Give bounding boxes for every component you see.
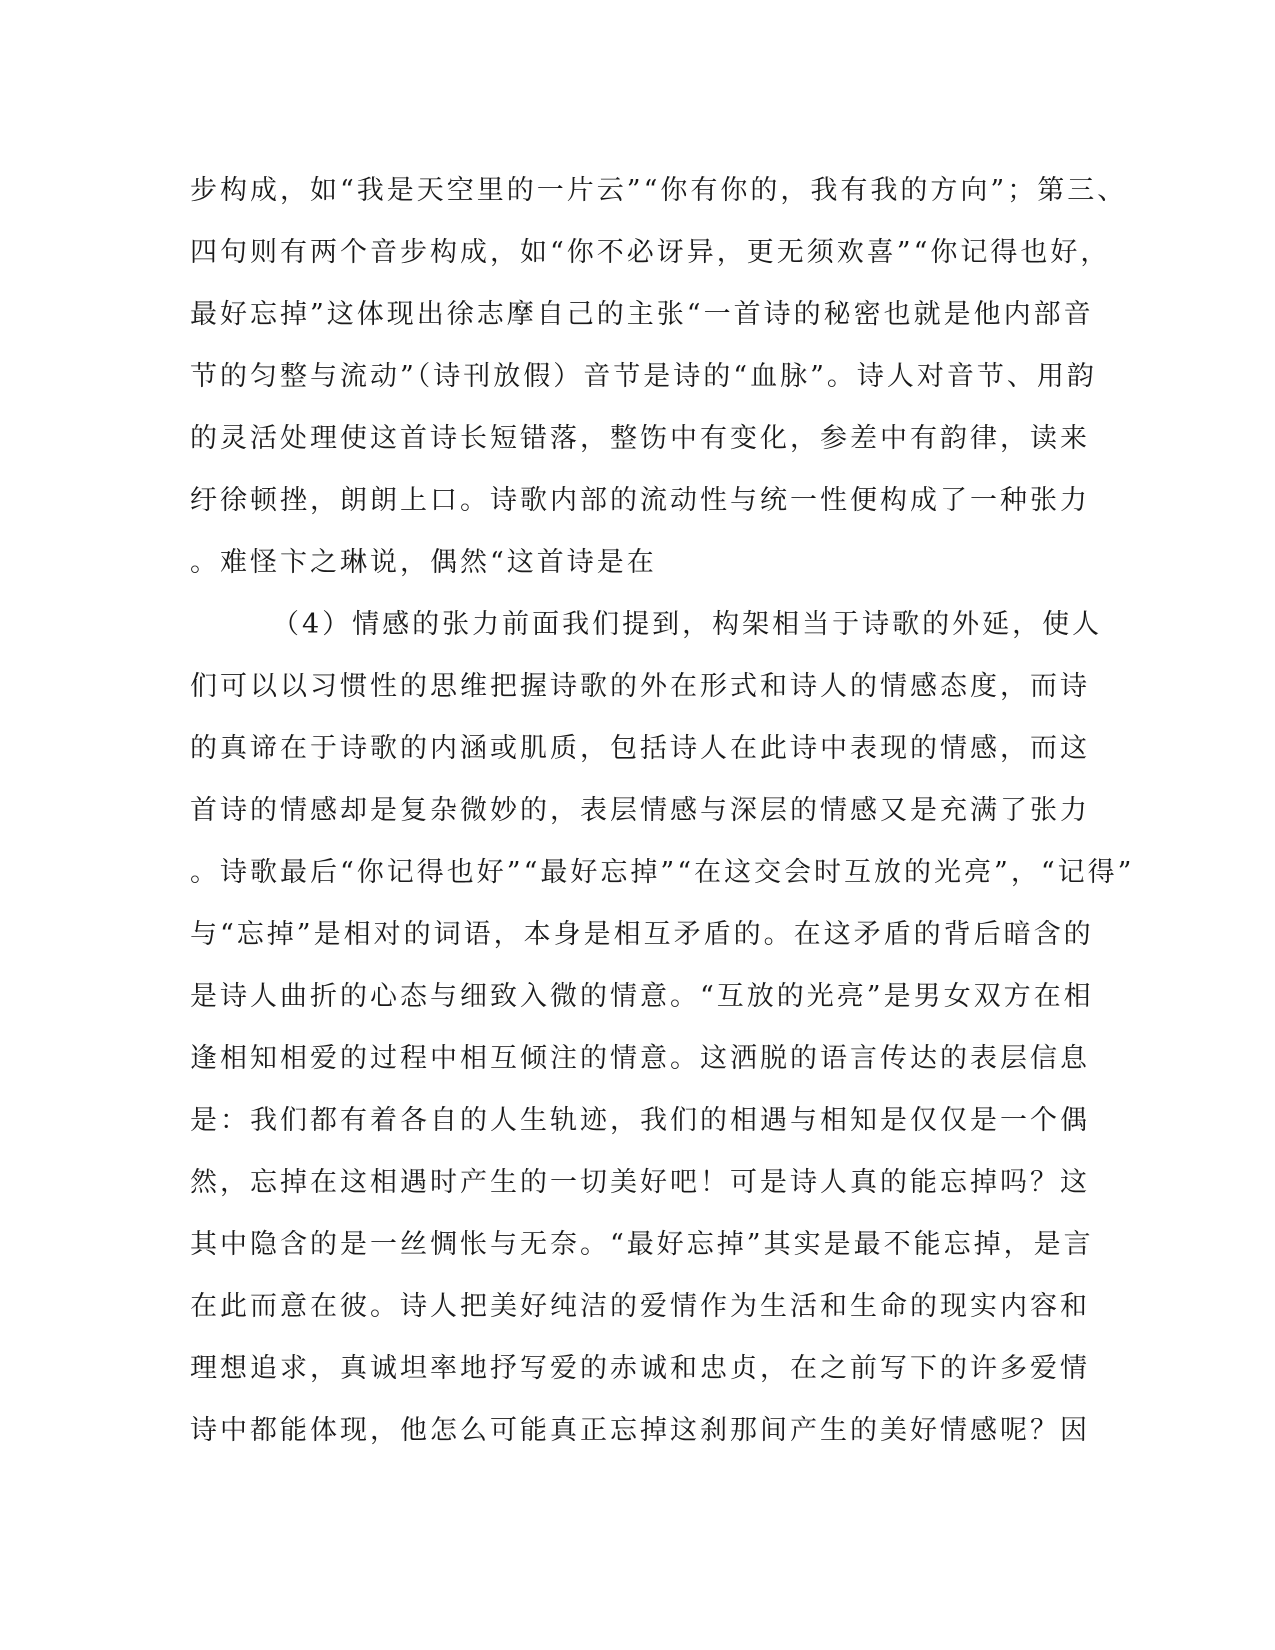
text-line: 四句则有两个音步构成，如“你不必讶异，更无须欢喜”“你记得也好， <box>190 237 1111 268</box>
text-line: 在此而意在彼。诗人把美好纯洁的爱情作为生活和生命的现实内容和 <box>190 1291 1090 1322</box>
body-text <box>190 160 1135 1462</box>
paragraph-start-line: （4）情感的张力前面我们提到，构架相当于诗歌的外延，使人 <box>272 609 1103 640</box>
text-line: 理想追求，真诚坦率地抒写爱的赤诚和忠贞，在之前写下的许多爱情 <box>190 1353 1090 1384</box>
text-line: 。难怪卞之琳说，偶然“这首诗是在 <box>190 547 657 578</box>
text-line: 最好忘掉”这体现出徐志摩自己的主张“一首诗的秘密也就是他内部音 <box>190 299 1094 330</box>
text-line: 然，忘掉在这相遇时产生的一切美好吧！可是诗人真的能忘掉吗？这 <box>190 1167 1090 1198</box>
text-line: 其中隐含的是一丝惆怅与无奈。“最好忘掉”其实是最不能忘掉，是言 <box>190 1229 1094 1260</box>
text-line: 逢相知相爱的过程中相互倾注的情意。这洒脱的语言传达的表层信息 <box>190 1043 1090 1074</box>
text-line: 的真谛在于诗歌的内涵或肌质，包括诗人在此诗中表现的情感，而这 <box>190 733 1090 764</box>
text-line: 节的匀整与流动”（诗刊放假）音节是诗的“血脉”。诗人对音节、用韵 <box>190 361 1097 392</box>
text-line: 与“忘掉”是相对的词语，本身是相互矛盾的。在这矛盾的背后暗含的 <box>190 919 1094 950</box>
text-line: 是：我们都有着各自的人生轨迹，我们的相遇与相知是仅仅是一个偶 <box>190 1105 1090 1136</box>
text-line: 是诗人曲折的心态与细致入微的情意。“互放的光亮”是男女双方在相 <box>190 981 1094 1012</box>
text-line: 步构成，如“我是天空里的一片云”“你有你的，我有我的方向”；第三、 <box>190 175 1128 206</box>
text-line: 首诗的情感却是复杂微妙的，表层情感与深层的情感又是充满了张力 <box>190 795 1090 826</box>
text-line: 的灵活处理使这首诗长短错落，整饬中有变化，参差中有韵律，读来 <box>190 423 1090 454</box>
text-line: 诗中都能体现，他怎么可能真正忘掉这刹那间产生的美好情感呢？因 <box>190 1415 1090 1446</box>
text-line: 。诗歌最后“你记得也好”“最好忘掉”“在这交会时互放的光亮”，“记得” <box>190 857 1135 888</box>
text-line: 纡徐顿挫，朗朗上口。诗歌内部的流动性与统一性便构成了一种张力 <box>190 485 1090 516</box>
text-line: 们可以以习惯性的思维把握诗歌的外在形式和诗人的情感态度，而诗 <box>190 671 1090 702</box>
